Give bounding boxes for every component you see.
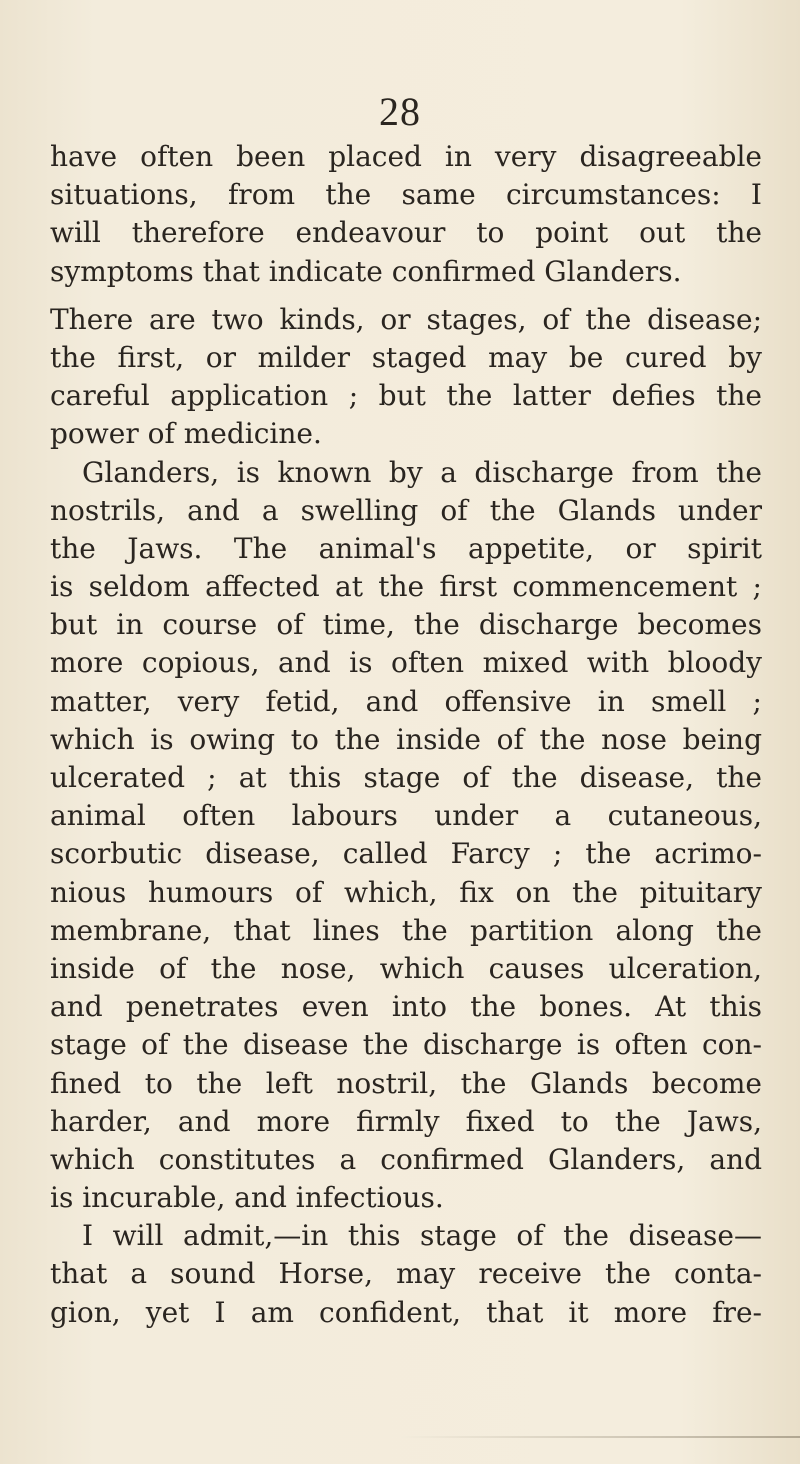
body-text xyxy=(50,138,762,1332)
text-line: the Jaws. The animal's appetite, or spirit xyxy=(50,531,762,565)
text-line: gion, yet I am confident, that it more fre- xyxy=(50,1295,762,1329)
text-line: nostrils, and a swelling of the Glands under xyxy=(50,493,762,527)
page-edge-shadow xyxy=(400,1436,800,1438)
text-line: power of medicine. xyxy=(50,417,322,451)
text-line: more copious, and is often mixed with bloody xyxy=(50,646,762,680)
text-line: situations, from the same circumstances: I xyxy=(50,178,762,212)
text-line: fined to the left nostril, the Glands become xyxy=(50,1066,762,1100)
text-line: animal often labours under a cutaneous, xyxy=(50,799,762,833)
text-line: careful application ; but the latter defies the xyxy=(50,379,762,413)
paragraph xyxy=(50,1217,762,1332)
paragraph xyxy=(50,301,762,454)
text-line: I will admit,—in this stage of the disease— xyxy=(82,1219,762,1253)
text-line: will therefore endeavour to point out the xyxy=(50,216,762,250)
text-line: symptoms that indicate confirmed Glanders. xyxy=(50,254,682,288)
text-line: the first, or milder staged may be cured by xyxy=(50,340,762,374)
text-line: which constitutes a confirmed Glanders, and xyxy=(50,1142,762,1176)
text-line: Glanders, is known by a discharge from the xyxy=(82,455,762,489)
text-line: is incurable, and infectious. xyxy=(50,1181,444,1215)
text-line: matter, very fetid, and offensive in smell ; xyxy=(50,684,762,718)
paragraph xyxy=(50,454,762,1218)
text-line: that a sound Horse, may receive the conta- xyxy=(50,1257,762,1291)
text-line: which is owing to the inside of the nose being xyxy=(50,722,762,756)
text-line: nious humours of which, fix on the pituitary xyxy=(50,875,762,909)
text-line: harder, and more firmly fixed to the Jaws, xyxy=(50,1104,762,1138)
text-line: membrane, that lines the partition along the xyxy=(50,913,762,947)
text-line: inside of the nose, which causes ulceration, xyxy=(50,951,762,985)
text-line: and penetrates even into the bones. At this xyxy=(50,990,762,1024)
text-line: stage of the disease the discharge is often con- xyxy=(50,1028,762,1062)
paragraph xyxy=(50,138,762,291)
text-line: ulcerated ; at this stage of the disease, the xyxy=(50,761,762,794)
text-line: is seldom affected at the first commencement ; xyxy=(50,570,762,604)
text-line: but in course of time, the discharge becomes xyxy=(50,608,762,642)
text-line: have often been placed in very disagreeable xyxy=(50,140,762,173)
text-line: There are two kinds, or stages, of the disease; xyxy=(50,302,762,336)
text-line: scorbutic disease, called Farcy ; the acrimo- xyxy=(50,837,762,871)
page-number: 28 xyxy=(379,89,421,134)
